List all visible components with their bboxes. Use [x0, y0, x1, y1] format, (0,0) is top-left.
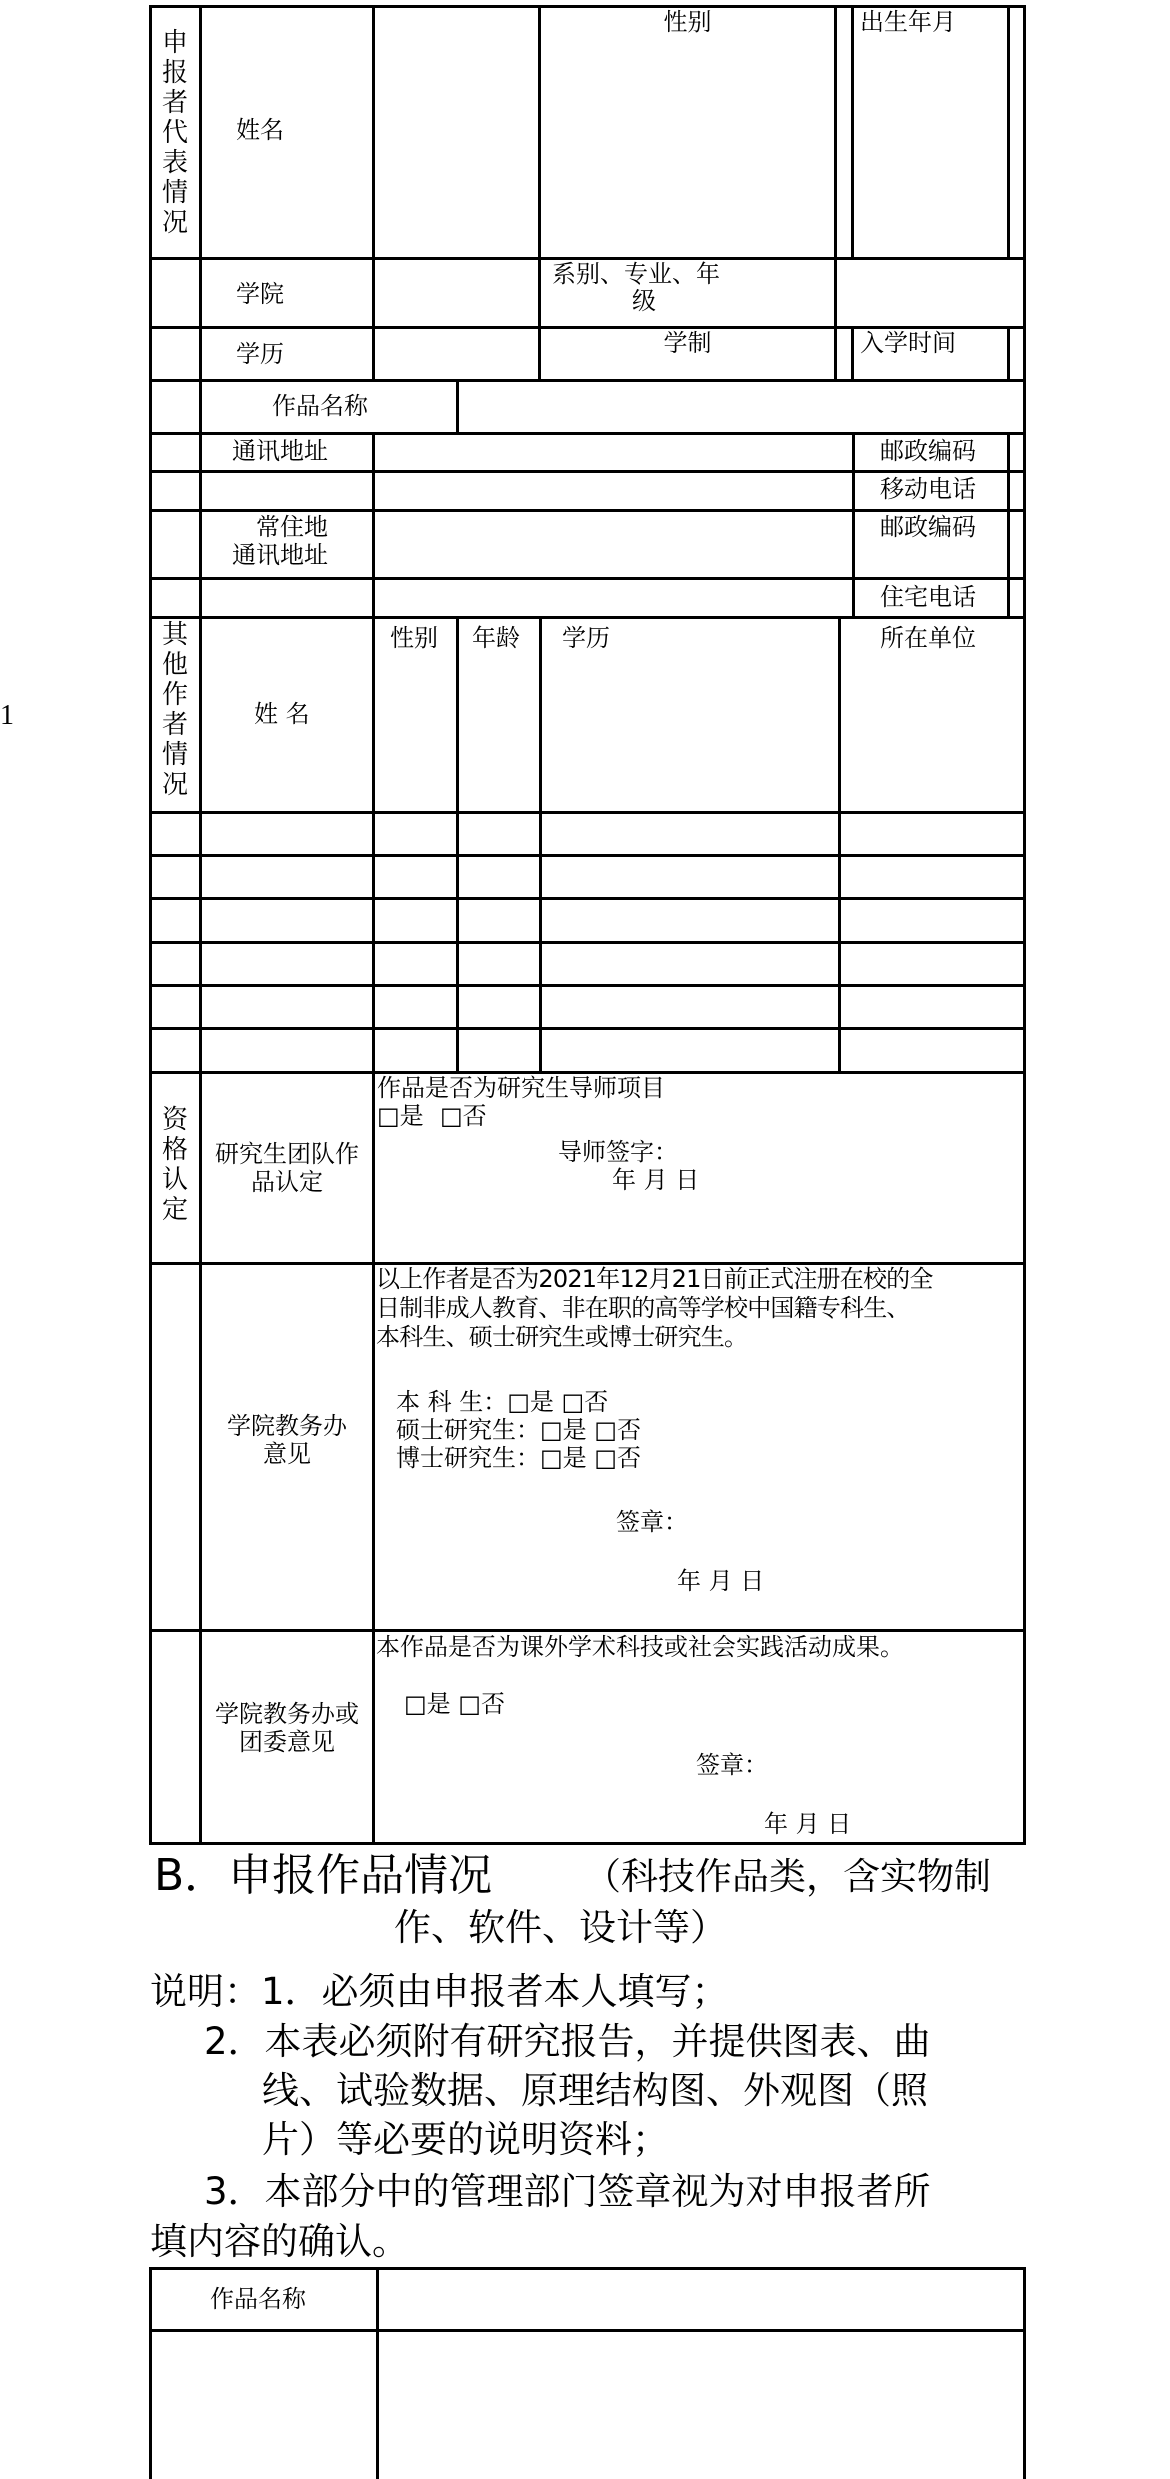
col-divider [851, 5, 854, 259]
row-divider [149, 1629, 1026, 1632]
col-divider [538, 5, 541, 382]
work-name-input[interactable] [459, 382, 1023, 432]
league-seal-label: 签章： [696, 1751, 768, 1779]
gender-label: 性别 [663, 8, 712, 36]
team-no-checkbox[interactable]: □否 [440, 1102, 487, 1130]
section-b-title-paren: （科技作品类，含实物制 [584, 1855, 991, 1898]
home-phone-label: 住宅电话 [880, 583, 976, 611]
master-checkbox[interactable]: 硕士研究生：□是 □否 [396, 1416, 641, 1444]
table-row[interactable] [202, 987, 1023, 1027]
team-date: 年 月 日 [612, 1166, 700, 1194]
work-name-input-b[interactable] [379, 2270, 1023, 2329]
note-line: 填内容的确认。 [150, 2220, 409, 2263]
col-header-age: 年龄 [472, 624, 520, 652]
schooling-label: 学制 [663, 329, 712, 357]
col-header-unit: 所在单位 [880, 624, 976, 652]
table-border-right [1023, 2267, 1026, 2479]
other-authors-section-label: 其他作者情况 [161, 620, 188, 800]
qualification-section-label: 资格认定 [161, 1105, 188, 1225]
col-header-gender: 性别 [390, 624, 438, 652]
table-border-left [149, 2267, 152, 2479]
work-name-label: 作品名称 [272, 392, 368, 420]
postcode2-label: 邮政编码 [880, 513, 976, 541]
note-line: 线、试验数据、原理结构图、外观图（照 [262, 2069, 928, 2112]
col-header-name: 姓 名 [254, 700, 310, 728]
office-question-cont2: 本科生、硕士研究生或博士研究生。 [376, 1323, 748, 1351]
office-seal-label: 签章： [616, 1508, 688, 1536]
home-address-label: 常住地 [256, 513, 328, 541]
col-divider [852, 432, 855, 619]
mobile-input[interactable] [375, 473, 852, 509]
office-label: 学院教务办 [227, 1412, 347, 1440]
note-line: 说明：1．必须由申报者本人填写； [150, 1970, 729, 2013]
league-question: 本作品是否为课外学术科技或社会实践活动成果。 [376, 1633, 904, 1661]
office-question-cont: 日制非成人教育、非在职的高等学校中国籍专科生、 [376, 1294, 910, 1322]
section-b-title-paren-cont: 作、软件、设计等） [394, 1906, 727, 1949]
address-label: 通讯地址 [232, 437, 328, 465]
note-line: 3．本部分中的管理部门签章视为对申报者所 [204, 2170, 931, 2213]
team-label: 研究生团队作 [215, 1140, 359, 1168]
table-border-bottom [149, 1842, 1026, 1845]
name-label: 姓名 [236, 116, 284, 144]
col-divider [372, 1071, 375, 1845]
team-question: 作品是否为研究生导师项目 [377, 1074, 665, 1102]
applicant-section-label: 申报者代表情况 [161, 28, 188, 238]
row-divider [149, 616, 1026, 619]
home-phone-input[interactable] [375, 580, 852, 616]
college-input[interactable] [375, 260, 538, 326]
table-border-left [149, 5, 152, 1845]
league-label: 学院教务办或 [215, 1700, 359, 1728]
league-label-cont: 团委意见 [239, 1728, 335, 1756]
col-divider [851, 326, 854, 382]
college-label: 学院 [236, 280, 284, 308]
office-question: 以上作者是否为2021年12月21日前正式注册在校的全 [376, 1265, 933, 1293]
home-address-label-cont: 通讯地址 [232, 541, 328, 569]
office-label-cont: 意见 [263, 1440, 311, 1468]
team-yes-checkbox[interactable]: □是 [377, 1102, 424, 1130]
row-divider [149, 2329, 1026, 2332]
dept-input[interactable] [837, 260, 1023, 326]
table-row[interactable] [202, 944, 1023, 984]
dept-label-cont: 级 [632, 287, 656, 315]
birth-label: 出生年月 [860, 8, 956, 36]
table-row[interactable] [202, 900, 1023, 941]
note-line: 2．本表必须附有研究报告，并提供图表、曲 [204, 2020, 931, 2063]
postcode-label: 邮政编码 [880, 437, 976, 465]
note-line: 片）等必要的说明资料； [262, 2118, 669, 2161]
address-input[interactable] [375, 435, 852, 470]
col-divider [1007, 5, 1010, 259]
education-label: 学历 [236, 340, 284, 368]
table-border-right [1023, 5, 1026, 1845]
name-input[interactable] [375, 8, 538, 257]
section-b-title-prefix: B．申报作品情况 [154, 1850, 493, 1901]
col-divider [1007, 326, 1010, 382]
education-input[interactable] [375, 329, 538, 379]
office-date: 年 月 日 [677, 1567, 765, 1595]
league-date: 年 月 日 [764, 1810, 852, 1838]
advisor-sign-label: 导师签字： [558, 1138, 678, 1166]
col-divider [1007, 432, 1010, 619]
page-number: 1 [0, 700, 14, 731]
table-row[interactable] [202, 1030, 1023, 1071]
enroll-label: 入学时间 [860, 329, 956, 357]
phd-checkbox[interactable]: 博士研究生：□是 □否 [396, 1444, 641, 1472]
table-row[interactable] [202, 814, 1023, 854]
work-name-label-b: 作品名称 [210, 2285, 306, 2313]
undergrad-checkbox[interactable]: 本 科 生：□是 □否 [396, 1388, 609, 1416]
mobile-label: 移动电话 [880, 475, 976, 503]
col-header-education: 学历 [562, 624, 610, 652]
home-address-input[interactable] [375, 512, 852, 577]
league-options-checkbox[interactable]: □是 □否 [404, 1690, 505, 1718]
dept-label: 系别、专业、年 [552, 260, 720, 288]
table-row[interactable] [202, 857, 1023, 897]
team-label-cont: 品认定 [251, 1168, 323, 1196]
